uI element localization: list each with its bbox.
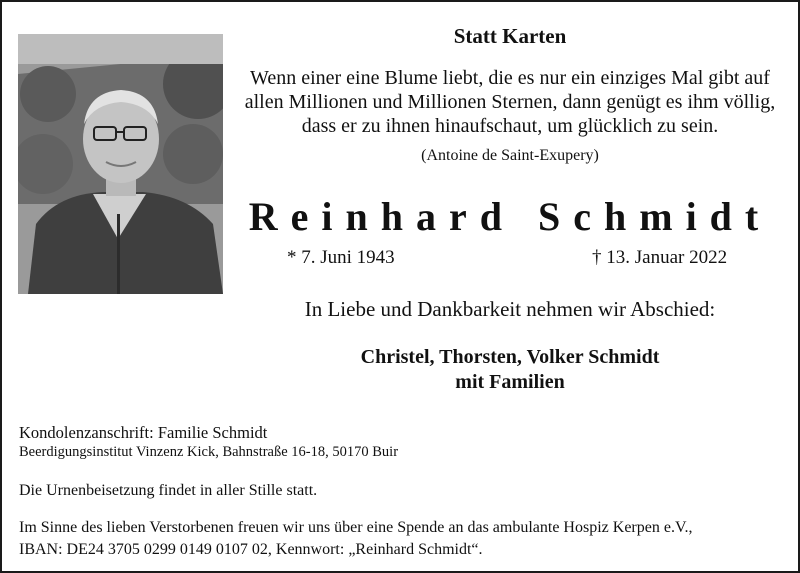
mourners bbox=[240, 345, 780, 395]
mourners-line: mit Familien bbox=[455, 371, 565, 393]
donation-iban: IBAN: DE24 3705 0299 0149 0107 02, Kennwort: „Reinhard Schmidt“. bbox=[19, 541, 483, 558]
urn-burial-note: Die Urnenbeisetzung findet in aller Stille statt. bbox=[19, 482, 318, 499]
funeral-home: Beerdigungsinstitut Vinzenz Kick, Bahnstraße 16-18, 50170 Buir bbox=[19, 444, 399, 460]
quote-line: dass er zu ihnen hinaufschaut, um glücklich zu sein. bbox=[301, 115, 719, 137]
deceased-name: Reinhard Schmidt bbox=[248, 194, 772, 239]
death-date: † 13. Januar 2022 bbox=[592, 247, 728, 268]
notice-heading: Statt Karten bbox=[453, 24, 567, 48]
portrait-photo bbox=[18, 34, 223, 294]
quote bbox=[240, 66, 780, 138]
quote-line: Wenn einer eine Blume liebt, die es nur ein einziges Mal gibt auf bbox=[250, 67, 770, 89]
quote-line: allen Millionen und Millionen Sternen, dann genügt es ihm völlig, bbox=[244, 91, 776, 113]
condolence-address: Kondolenzanschrift: Familie Schmidt bbox=[19, 423, 268, 442]
donation-note: Im Sinne des lieben Verstorbenen freuen wir uns über eine Spende an das ambulante Hospiz Kerpen e.V., bbox=[19, 519, 693, 536]
quote-author: (Antoine de Saint-Exupery) bbox=[421, 147, 599, 164]
farewell-text: In Liebe und Dankbarkeit nehmen wir Abschied: bbox=[304, 297, 716, 321]
birth-date: * 7. Juni 1943 bbox=[287, 247, 395, 268]
mourners-line: Christel, Thorsten, Volker Schmidt bbox=[360, 346, 660, 368]
